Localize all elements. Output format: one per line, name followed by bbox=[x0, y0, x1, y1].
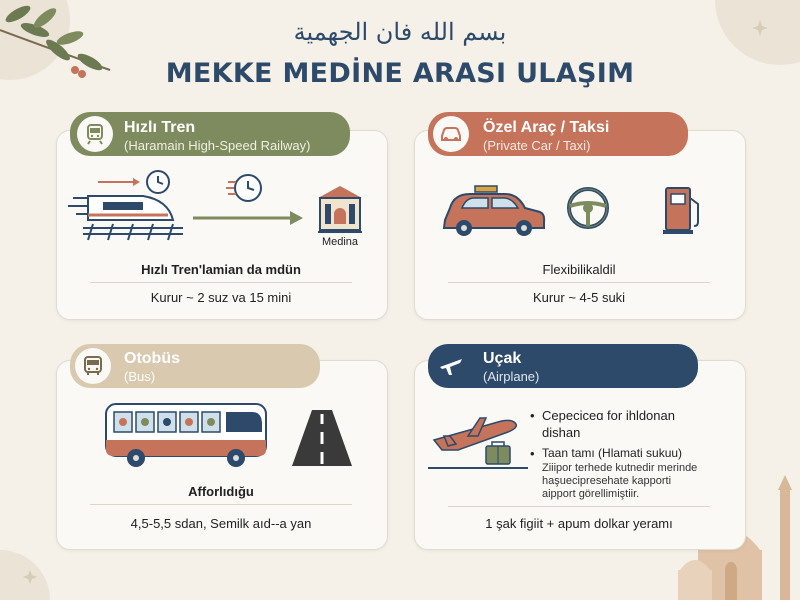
plane-bullet-2d: aipport görellimiştiir. bbox=[542, 488, 640, 500]
bus-subtitle: (Bus) bbox=[124, 369, 156, 384]
train-title: Hızlı Tren bbox=[124, 119, 196, 136]
train-subtitle: (Haramain High-Speed Railway) bbox=[124, 138, 311, 153]
steering-wheel-icon bbox=[566, 186, 610, 230]
plane-bullet-2b: Ziiipor terhede kutnedir merinde bbox=[542, 462, 698, 474]
road-icon bbox=[290, 408, 354, 468]
plane-bullet-marker-1: • bbox=[530, 408, 535, 423]
airplane-icon bbox=[433, 348, 469, 384]
bus-description: Afforlıdığu bbox=[188, 484, 254, 499]
train-duration: Kurur ~ 2 suz va 15 mini bbox=[150, 290, 292, 305]
bus-illustration bbox=[102, 400, 272, 470]
car-subtitle: (Private Car / Taxi) bbox=[483, 138, 591, 153]
plane-bullet-1b: dishan bbox=[542, 425, 581, 440]
fuel-pump-icon bbox=[662, 184, 706, 236]
train-destination-label: Medina bbox=[321, 236, 359, 248]
plane-divider bbox=[448, 506, 710, 507]
bus-icon bbox=[75, 348, 111, 384]
car-duration: Kurur ~ 4-5 suki bbox=[532, 290, 626, 305]
car-icon bbox=[433, 116, 469, 152]
plane-bullet-marker-2: • bbox=[530, 446, 535, 461]
bus-divider bbox=[90, 504, 352, 505]
olive-branch-decoration bbox=[0, 0, 140, 110]
plane-duration: 1 şak figiit + apum dolkar yeramı bbox=[485, 516, 673, 531]
train-icon bbox=[77, 116, 113, 152]
taxi-illustration bbox=[440, 180, 550, 240]
bus-title: Otobüs bbox=[124, 350, 180, 367]
arabic-heading: بسم الله فان الجهمية bbox=[293, 18, 507, 46]
train-divider bbox=[90, 282, 352, 283]
plane-bullet-1a: Cepeciceɑ for ihldonan bbox=[542, 408, 675, 423]
train-description: Hızlı Tren'lamian da mdün bbox=[141, 262, 301, 277]
airplane-takeoff-illustration bbox=[428, 410, 528, 474]
page-title: MEKKE MEDİNE ARASI ULAŞIM bbox=[165, 58, 635, 89]
bus-duration: 4,5-5,5 sdan, Semilk aıd--a yan bbox=[130, 516, 312, 531]
car-description: Flexibilikaldil bbox=[542, 262, 616, 277]
plane-bullet-2a: Taan tamı (Hlamati sukuu) bbox=[542, 446, 683, 460]
plane-bullet-2c: haşuecipresehate kapporti bbox=[542, 475, 672, 487]
car-title: Özel Araç / Taksi bbox=[483, 119, 610, 136]
car-divider bbox=[448, 282, 710, 283]
plane-title: Uçak bbox=[483, 350, 522, 367]
plane-subtitle: (Airplane) bbox=[483, 369, 540, 384]
